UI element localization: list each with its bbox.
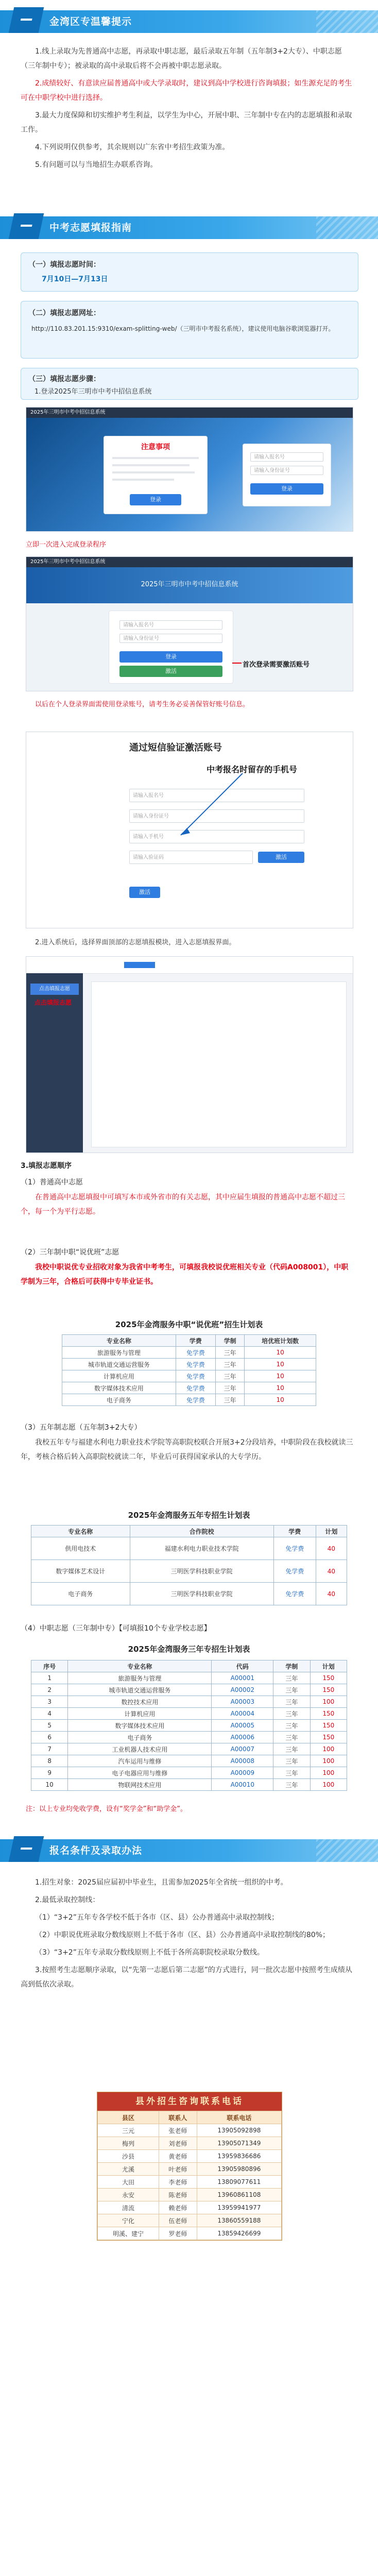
table-cell: 宁化	[98, 2214, 159, 2227]
table-cell: 三元	[98, 2124, 159, 2137]
table-cell: 梅列	[98, 2137, 159, 2150]
vol4-note: 注：以上专业均免收学费，设有“奖学金”和“助学金”。	[26, 1805, 187, 1813]
table-cell: 三年	[215, 1370, 245, 1382]
table-cell: 三明医学科技职业学院	[130, 1583, 273, 1605]
table-cell: 罗老师	[159, 2227, 197, 2240]
reg-number-field[interactable]: 请输入报名号	[119, 620, 222, 630]
table-cell: 伍老师	[159, 2214, 197, 2227]
col-header: 序号	[31, 1660, 68, 1672]
table-row	[31, 1583, 347, 1605]
vol4-table	[31, 1660, 347, 1791]
red-note: 以后在个人登录界面需使用登录账号，请考生务必妥善保管好账号信息。	[35, 701, 250, 708]
phone-link[interactable]: 13905980896	[197, 2163, 281, 2176]
table-cell: A00008	[212, 1755, 273, 1767]
table-cell: 赖老师	[159, 2201, 197, 2214]
table-row	[98, 2137, 282, 2150]
login-button[interactable]: 登录	[250, 483, 323, 495]
table-cell: 三年	[215, 1394, 245, 1406]
table-cell: 三年	[273, 1708, 310, 1720]
table-row	[98, 2201, 282, 2214]
table-cell: 陈老师	[159, 2189, 197, 2201]
table-row	[98, 2150, 282, 2163]
admission-p2b: （2）中职说优班录取分数线原则上不低于各市（区、县）公办普通高中录取控制线的80%；	[35, 1931, 330, 1939]
activate-card	[109, 611, 233, 684]
table-row	[31, 1537, 347, 1560]
login-card	[243, 444, 331, 506]
table-cell: 2	[31, 1684, 68, 1696]
table-cell: 三年	[273, 1767, 310, 1779]
table-cell: 免学费	[176, 1359, 215, 1370]
phone-link[interactable]: 13905071349	[197, 2137, 281, 2150]
table-cell: 三年	[273, 1779, 310, 1791]
table-row	[62, 1370, 316, 1382]
table-cell: 张老师	[159, 2124, 197, 2137]
screenshot-sms	[26, 732, 353, 928]
table-cell: 三年	[215, 1359, 245, 1370]
table-cell: 5	[31, 1720, 68, 1732]
table-row	[98, 2176, 282, 2189]
col-header: 计划	[316, 1526, 347, 1537]
table-cell: 三年	[215, 1347, 245, 1359]
table-cell: 150	[310, 1708, 347, 1720]
table-cell: 电子商务	[62, 1394, 176, 1406]
dashboard-content	[91, 981, 347, 1147]
admission-body	[21, 1875, 355, 1995]
vol3-body	[21, 1435, 355, 1467]
section-banner-tips	[0, 10, 378, 33]
table-cell: 沙县	[98, 2150, 159, 2163]
time-box	[21, 252, 358, 292]
table-row	[62, 1359, 316, 1370]
table-row	[98, 2124, 282, 2137]
vol2-label: （2）三年制中职“说优班”志愿	[21, 1248, 119, 1257]
col-header: 学费	[176, 1335, 215, 1347]
tip-2: 2.成绩较好、有意读应届普通高中或大学录取时，建议到高中学校进行咨询填报；如生源充足的考生可在中职学校中进行选择。	[21, 79, 352, 102]
tip-1: 1.线上录取为先普通高中志愿，再录取中职志愿，最后录取五年制（五年制3+2大专）、中职志愿（三年制中专）；被录取的高中录取后将不会再被中职志愿录取。	[21, 47, 342, 70]
table-row	[31, 1743, 347, 1755]
vol2-table-title: 2025年金湾服务中职“说优班”招生计划表	[115, 1320, 263, 1329]
table-row	[62, 1382, 316, 1394]
col-header: 培优班计划数	[245, 1335, 316, 1347]
phone-link[interactable]: 13859426699	[197, 2227, 281, 2240]
activate-note	[21, 699, 355, 714]
phone-link[interactable]: 13959941977	[197, 2201, 281, 2214]
table-cell: 10	[31, 1779, 68, 1791]
activate-button[interactable]: 激活	[119, 666, 222, 677]
table-cell: 100	[310, 1743, 347, 1755]
col-header: 专业名称	[62, 1335, 176, 1347]
section-banner-admission	[0, 1839, 378, 1862]
table-row	[62, 1394, 316, 1406]
table-cell: A00004	[212, 1708, 273, 1720]
table-cell: 100	[310, 1767, 347, 1779]
table-cell: 100	[310, 1755, 347, 1767]
table-cell: 计算机应用	[62, 1370, 176, 1382]
table-cell: 免学费	[176, 1370, 215, 1382]
login-button[interactable]: 登录	[119, 651, 222, 663]
phone-link[interactable]: 13809077611	[197, 2176, 281, 2189]
captcha-field[interactable]: 请输入验证码	[129, 851, 253, 864]
col-header: 联系电话	[197, 2111, 281, 2124]
table-cell: 免学费	[273, 1560, 316, 1583]
banner-tag-icon	[9, 213, 44, 239]
table-cell: 150	[310, 1732, 347, 1743]
table-cell: 清流	[98, 2201, 159, 2214]
contact-card	[97, 2092, 282, 2241]
table-cell: A00009	[212, 1767, 273, 1779]
table-cell: 李老师	[159, 2176, 197, 2189]
id-number-field[interactable]: 请输入身份证号	[119, 634, 222, 643]
table-cell: 三年	[273, 1696, 310, 1708]
table-row	[31, 1767, 347, 1779]
table-cell: 150	[310, 1672, 347, 1684]
vol2-text: 我校中职说优专业招收对象为我省中考考生，可填报我校说优班相关专业（代码A008001），中职学制为三年，合格后可获得中专毕业证书。	[21, 1263, 349, 1286]
steps-box	[21, 368, 358, 400]
vol4-table-title: 2025年金湾服务三年专招生计划表	[128, 1645, 250, 1654]
table-cell: A00006	[212, 1732, 273, 1743]
tips-body	[21, 44, 355, 175]
table-cell: 三年	[215, 1382, 245, 1394]
table-cell: 城市轨道交通运营服务	[68, 1684, 212, 1696]
table-cell: 大田	[98, 2176, 159, 2189]
table-cell: 10	[245, 1347, 316, 1359]
step-login-text: 1.登录2025年三明市中考中招信息系统	[35, 388, 152, 396]
table-cell: 免学费	[176, 1382, 215, 1394]
table-cell: 免学费	[176, 1394, 215, 1406]
table-cell: 刘老师	[159, 2137, 197, 2150]
table-cell: 9	[31, 1767, 68, 1779]
arrow-icon	[232, 663, 242, 664]
step-url-label: （二）填报志愿网址：	[28, 309, 100, 317]
step-procedure-label: （三）填报志愿步骤：	[28, 375, 100, 383]
table-cell: A00010	[212, 1779, 273, 1791]
table-cell: 40	[316, 1537, 347, 1560]
browser-topbar: 2025年三明市中考中招信息系统	[26, 557, 353, 567]
vol3-label: （3）五年制志愿（五年制3+2大专）	[21, 1423, 142, 1432]
table-cell: 40	[316, 1560, 347, 1583]
table-cell: 三年	[273, 1684, 310, 1696]
col-header: 专业名称	[68, 1660, 212, 1672]
col-header: 专业名称	[31, 1526, 130, 1537]
notice-card	[104, 436, 208, 514]
table-cell: A00005	[212, 1720, 273, 1732]
table-cell: 三年	[273, 1720, 310, 1732]
table-row	[62, 1347, 316, 1359]
table-cell: 10	[245, 1359, 316, 1370]
table-cell: A00002	[212, 1684, 273, 1696]
admission-p2a: （1）“3+2”五年专各学校不低于各市（区、县）公办普通高中录取控制线；	[35, 1913, 279, 1922]
table-cell: 旅游服务与管理	[62, 1347, 176, 1359]
section-banner-guide	[0, 216, 378, 239]
admission-p1: 1.招生对象：2025届应届初中毕业生，且需参加2025年全省统一组织的中考。	[35, 1878, 288, 1887]
table-cell: 电子商务	[31, 1583, 130, 1605]
admission-p2c: （3）“3+2”五年专录取分数线原则上不低于各所高职院校录取分数线。	[35, 1948, 264, 1957]
table-cell: 三年	[273, 1732, 310, 1743]
table-row	[31, 1560, 347, 1583]
table-cell: A00003	[212, 1696, 273, 1708]
table-cell: 叶老师	[159, 2163, 197, 2176]
section-title: 中考志愿填报指南	[49, 222, 132, 233]
reg-number-field[interactable]: 请输入报名号	[129, 789, 304, 802]
table-cell: 免学费	[273, 1537, 316, 1560]
table-cell: 3	[31, 1696, 68, 1708]
phone-field[interactable]: 请输入手机号	[129, 830, 304, 843]
table-cell: 免学费	[273, 1583, 316, 1605]
vol4-label: （4）中职志愿（三年制中专）【可填报10个专业学校志愿】	[21, 1624, 211, 1633]
table-cell: 10	[245, 1394, 316, 1406]
table-cell: 6	[31, 1732, 68, 1743]
dashboard-logo	[124, 962, 155, 968]
table-cell: 免学费	[176, 1347, 215, 1359]
table-row	[98, 2189, 282, 2201]
phone-link[interactable]: 13959836686	[197, 2150, 281, 2163]
section-title: 金湾区专温馨提示	[49, 16, 132, 27]
table-cell: 三年	[273, 1672, 310, 1684]
table-cell: 8	[31, 1755, 68, 1767]
table-row	[98, 2163, 282, 2176]
system-title: 2025年三明市中考中招信息系统	[141, 581, 238, 588]
table-cell: 福建水利电力职业技术学院	[130, 1537, 273, 1560]
col-header: 计划	[310, 1660, 347, 1672]
table-row	[31, 1779, 347, 1791]
vol2-body	[21, 1260, 355, 1292]
table-row	[98, 2227, 282, 2240]
phone-link[interactable]: 13860559188	[197, 2214, 281, 2227]
table-row	[31, 1755, 347, 1767]
step-time-label: （一）填报志愿时间：	[28, 261, 100, 269]
table-row	[31, 1684, 347, 1696]
vol3-table	[31, 1525, 347, 1605]
table-cell: 1	[31, 1672, 68, 1684]
arrow-icon	[26, 732, 353, 928]
table-cell: 工业机器人技术应用	[68, 1743, 212, 1755]
table-cell: 三年	[273, 1743, 310, 1755]
vol1-body	[21, 1190, 355, 1222]
col-header: 学费	[273, 1526, 316, 1537]
table-cell: 40	[316, 1583, 347, 1605]
phone-link[interactable]: 13905092898	[197, 2124, 281, 2137]
table-cell: 城市轨道交通运营服务	[62, 1359, 176, 1370]
table-row	[31, 1732, 347, 1743]
table-row	[31, 1696, 347, 1708]
tip-4: 4.下列说明仅供参考，其余规则以广东省中考招生政策为准。	[35, 143, 230, 151]
section-title: 报名条件及录取办法	[49, 1845, 143, 1856]
table-cell: 100	[310, 1779, 347, 1791]
contact-table	[97, 2111, 282, 2240]
table-cell: 150	[310, 1684, 347, 1696]
table-cell: 10	[245, 1382, 316, 1394]
table-cell: A00007	[212, 1743, 273, 1755]
url-box	[21, 301, 358, 359]
table-row	[31, 1708, 347, 1720]
table-cell: 永安	[98, 2189, 159, 2201]
col-header: 联系人	[159, 2111, 197, 2124]
phone-link[interactable]: 13960861108	[197, 2189, 281, 2201]
id-number-field[interactable]: 请输入身份证号	[129, 809, 304, 823]
table-cell: 尤溪	[98, 2163, 159, 2176]
table-cell: A00001	[212, 1672, 273, 1684]
table-cell: 计算机应用	[68, 1708, 212, 1720]
screenshot-login	[26, 407, 353, 532]
activate-callout: 首次登录需要激活账号	[243, 661, 310, 669]
reg-number-field[interactable]: 请输入报名号	[250, 452, 323, 462]
table-cell: 数控技术应用	[68, 1696, 212, 1708]
tip-5: 5.有问题可以与当地招生办联系咨询。	[35, 161, 158, 169]
table-row	[98, 2214, 282, 2227]
vol1-label: （1）普通高中志愿	[21, 1178, 83, 1187]
sms-heading: 通过短信验证激活账号	[129, 742, 222, 753]
table-cell: 数字媒体艺术设计	[31, 1560, 130, 1583]
notice-title: 注意事项	[141, 443, 170, 451]
vol1-text: 在普通高中志愿填报中可填写本市或外省市的有关志愿，其中应届生填报的普通高中志愿不超过三个，每一个为平行志愿。	[21, 1193, 345, 1216]
table-cell: 100	[310, 1696, 347, 1708]
step-dashboard-text	[21, 936, 355, 953]
sms-callout: 中考报名时留存的手机号	[207, 765, 298, 774]
banner-tag-icon	[9, 7, 44, 33]
dashboard-header	[26, 957, 353, 974]
id-number-field[interactable]: 请输入身份证号	[250, 466, 323, 475]
step-continue: 2.进入系统后，选择界面顶部的志愿填报模块，进入志愿填报界面。	[35, 939, 236, 946]
table-cell: 数字媒体技术应用	[68, 1720, 212, 1732]
table-cell: 4	[31, 1708, 68, 1720]
contact-title: 县外招生咨询联系电话	[97, 2092, 282, 2111]
table-cell: 黄老师	[159, 2150, 197, 2163]
vol3-text: 我校五年专与福建水利电力职业技术学院等高职院校联合开展3+2分段培养，中职阶段在我校就读三年，考核合格后转入高职院校就读二年，毕业后可获得国家承认的大专学历。	[21, 1438, 353, 1461]
admission-p3: 3.按照考生志愿顺序录取，以“先第一志愿后第二志愿”的方式进行，同一批次志愿中按照考生成绩从高到低依次录取。	[21, 1966, 352, 1989]
table-cell: 汽车运用与维修	[68, 1755, 212, 1767]
table-cell: 三年	[273, 1755, 310, 1767]
login-note: 立即一次进入完成登录程序	[26, 541, 107, 549]
col-header: 合作院校	[130, 1526, 273, 1537]
col-header: 学制	[215, 1335, 245, 1347]
sidebar-item-apply[interactable]: 点击填报志愿	[30, 984, 79, 995]
table-cell: 150	[310, 1720, 347, 1732]
notice-confirm-button[interactable]: 登录	[130, 494, 181, 505]
table-cell: 旅游服务与管理	[68, 1672, 212, 1684]
browser-topbar: 2025年三明市中考中招信息系统	[26, 408, 353, 418]
step-time-value: 7月10日—7月13日	[42, 275, 108, 283]
screenshot-activate	[26, 556, 353, 691]
table-row	[31, 1720, 347, 1732]
screenshot-dashboard	[26, 956, 353, 1153]
table-cell: 数字媒体技术应用	[62, 1382, 176, 1394]
dashboard-callout: 点击填报志愿	[35, 999, 72, 1006]
table-cell: 三明医学科技职业学院	[130, 1560, 273, 1583]
tip-3: 3.最大力度保障和切实维护考生利益，以学生为中心，开展中职、三年制中专在内的志愿填报和录取工作。	[21, 111, 352, 134]
col-header: 代码	[212, 1660, 273, 1672]
table-row	[31, 1672, 347, 1684]
col-header: 学制	[273, 1660, 310, 1672]
table-cell: 明溪、建宁	[98, 2227, 159, 2240]
step-order: 3.填报志愿顺序	[21, 1162, 72, 1170]
vol3-table-title: 2025年金湾服务五年专招生计划表	[128, 1511, 250, 1520]
table-cell: 10	[245, 1370, 316, 1382]
table-cell: 物联网技术应用	[68, 1779, 212, 1791]
col-header: 县区	[98, 2111, 159, 2124]
banner-tag-icon	[9, 1836, 44, 1862]
step-url-link[interactable]: http://110.83.201.15:9310/exam-splitting-web/（三明市中考报名系统），建议使用电脑谷歌浏览器打开。	[31, 325, 335, 332]
submit-button[interactable]: 激活	[129, 887, 160, 898]
table-cell: 电子电器应用与维修	[68, 1767, 212, 1779]
admission-p2: 2.最低录取控制线：	[35, 1896, 100, 1904]
table-cell: 电子商务	[68, 1732, 212, 1743]
table-cell: 供用电技术	[31, 1537, 130, 1560]
get-code-button[interactable]: 激活	[258, 852, 304, 863]
table-cell: 7	[31, 1743, 68, 1755]
vol2-table	[62, 1334, 316, 1406]
